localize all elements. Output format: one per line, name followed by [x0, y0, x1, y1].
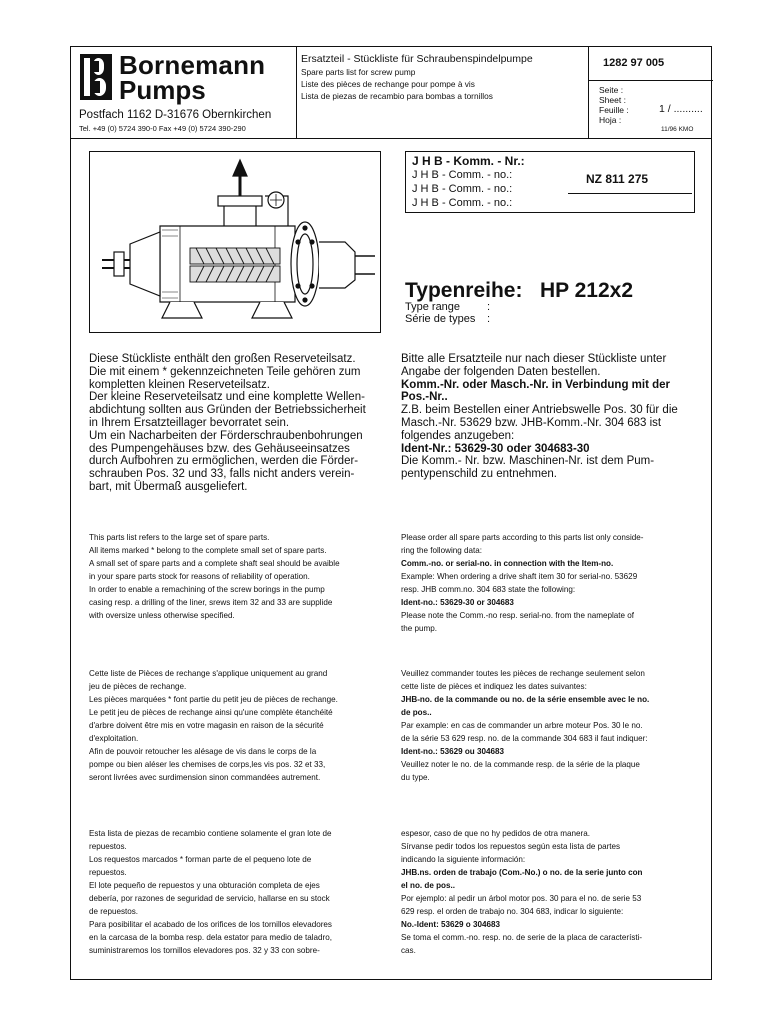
para: Comm.-no. or serial-no. in connection with the Item-no.: [401, 559, 614, 568]
sheet-label: Sheet :: [599, 95, 626, 105]
bornemann-logo: [79, 53, 113, 101]
title-german: Ersatzteil - Stückliste für Schraubenspindelpumpe: [301, 53, 533, 65]
para: espesor, caso de que no hy pedidos de otra manera. Sírvanse pedir todos los repuestos según esta lista de partes indicando la siguiente información:: [401, 829, 621, 864]
para: Z.B. beim Bestellen einer Antriebswelle Pos. 30 für die Masch.-Nr. 53629 bzw. JHB-Komm.-Nr. 304 683 ist folgendes anzugeben:: [401, 404, 678, 442]
document-number-block: [589, 47, 713, 139]
commission-number: NZ 811 275: [586, 172, 649, 186]
document-number: 1282 97 005: [589, 47, 713, 81]
para: Example: When ordering a drive shaft item 30 for serial-no. 53629 resp. JHB comm.no. 304 683 state the following:: [401, 572, 638, 594]
title-english: Spare parts list for screw pump: [301, 67, 416, 77]
french-text-left: Cette liste de Pièces de rechange s'applique uniquement au grand jeu de pièces de rechange. Les pièces marquées * font partie du petit jeu de pièces de rechange. Le petit jeu de pièces de rechange ainsi qu'une complète étanchéité d'arbre doivent être mis en votre magasin en raison de la sécurité d'exploitation. Afin de pouvoir retoucher les alésage de vis dans le corps de la pompe ou bien aléser les chemises de corps,les vis pos. 32 et 33, seront livrées avec surdimension sinon commandées autrement.: [89, 669, 338, 782]
comm-label-de: J H B - Komm. - Nr.:: [412, 154, 525, 168]
para: Die Komm.- Nr. bzw. Maschinen-Nr. ist dem Pum- pentypenschild zu entnehmen.: [401, 455, 655, 481]
type-range-translations: [405, 301, 491, 325]
company-block: [71, 47, 297, 139]
company-phone: Tel. +49 (0) 5724 390-0 Fax +49 (0) 5724 390-290: [79, 124, 246, 133]
company-address: Postfach 1162 D-31676 Obernkirchen: [79, 109, 272, 121]
spanish-text-right: [401, 827, 706, 957]
german-text-right: [401, 353, 701, 481]
type-range-value: HP 212x2: [539, 279, 634, 302]
para: JHB-no. de la commande ou no. de la série ensemble avec le no. de pos..: [401, 695, 650, 717]
para: Komm.-Nr. oder Masch.-Nr. in Verbindung mit der Pos.-Nr..: [401, 378, 671, 404]
header: [71, 47, 711, 139]
pump-cutaway-illustration: [90, 152, 380, 332]
para: Se toma el comm.-no. resp. no. de serie de la placa de característi- cas.: [401, 933, 643, 955]
date-code: 11/96 KMO: [661, 126, 694, 133]
para: Please order all spare parts according to this parts list only conside- ring the following data:: [401, 533, 644, 555]
para: Ident-no.: 53629 ou 304683: [401, 747, 505, 756]
comm-label-en: J H B - Comm. - no.:: [412, 169, 513, 181]
pump-drawing: [89, 151, 381, 333]
sheet-labels: [599, 85, 629, 125]
underline-divider: [568, 193, 692, 194]
spanish-text-left: Esta lista de piezas de recambio contiene solamente el gran lote de repuestos. Los requestos marcados * forman parte de el pequeno lote de repuestos. El lote pequeño de repuestos y una obturación completa de ejes debería, por razones de seguridad de servicio, hallarse en su stock de repuestos. Para posibilitar el acabado de los orifices de los tornillos elevadores en la carcasa de la bomba resp. dela estator para medio de taladro, suministraremos los tornillos elevadores pos. 32 y 33 con sobre-: [89, 829, 332, 955]
type-range-en: Type range: [405, 301, 461, 313]
type-range-heading: [405, 279, 633, 303]
sheet-label: Feuille :: [599, 105, 629, 115]
comm-label-fr: J H B - Comm. - no.:: [412, 183, 513, 195]
title-block: [297, 47, 589, 139]
title-spanish: Lista de piezas de recambio para bombas a tornillos: [301, 91, 493, 101]
brand-name-line2: Pumps: [119, 75, 206, 105]
para: Ident-no.: 53629-30 or 304683: [401, 598, 514, 607]
commission-number-box: [405, 151, 695, 213]
para: No.-Ident: 53629 o 304683: [401, 920, 500, 929]
para: Ident-Nr.: 53629-30 oder 304683-30: [401, 442, 590, 455]
comm-label-es: J H B - Comm. - no.:: [412, 197, 513, 209]
sheet-number: 1 / ..........: [659, 103, 703, 115]
para: JHB.ns. orden de trabajo (Com.-No.) o no. de la serie junto con el no. de pos..: [401, 868, 643, 890]
para: Bitte alle Ersatzteile nur nach dieser Stückliste unter Angabe der folgenden Daten bestellen.: [401, 353, 667, 378]
english-text-left: This parts list refers to the large set of spare parts. All items marked * belong to the complete small set of spare parts. A small set of spare parts and a complete shaft seal should be avaible in your spare parts stock for reasons of reliability of operation. In order to enable a remachining of the screw borings in the pump casing resp. a drilling of the liner, srews item 32 and 33 are supplide with oversize unless otherwise specified.: [89, 533, 340, 620]
type-range-fr: Série de types: [405, 313, 476, 325]
para: Veuillez noter le no. de la commande resp. de la série de la plaque du type.: [401, 760, 640, 782]
para: Please note the Comm.-no resp. serial-no. from the nameplate of the pump.: [401, 611, 635, 633]
para: Por ejemplo: al pedir un árbol motor pos. 30 para el no. de serie 53 629 resp. el orden de trabajo no. 304 683, indicar lo siguiente:: [401, 894, 642, 916]
colon: :: [487, 301, 491, 313]
english-text-right: [401, 531, 706, 635]
colon: :: [487, 313, 491, 325]
sheet-label: Seite :: [599, 85, 624, 95]
sheet-label: Hoja :: [599, 115, 622, 125]
type-range-label: Typenreihe:: [405, 279, 523, 302]
german-text-left: Diese Stückliste enthält den großen Reserveteilsatz. Die mit einem * gekennzeichneten Teile gehören zum kompletten kleinen Reserveteilsatz. Der kleine Reserveteilsatz und eine komplette Wellen- abdichtung sollten aus Gründen der Betriebssicherheit in Ihrem Ersatzteillager bevorratet sein. Um ein Nacharbeiten der Förderschraubenbohrungen des Pumpengehäuses bzw. des Gehäuseeinsatzes durch Aufbohren zu ermöglichen, werden die Förder- schrauben Pos. 32 und 33, falls nicht anders verein- bart, mit Übermaß ausgeliefert.: [89, 353, 366, 493]
para: Par example: en cas de commander un arbre moteur Pos. 30 le no. de la série 53 629 resp. no. de la commande 304 683 il faut indiquer:: [401, 721, 648, 743]
brand-name-line1: Bornemann: [119, 50, 266, 80]
title-french: Liste des pièces de rechange pour pompe à vis: [301, 79, 475, 89]
para: Veuillez commander toutes les pièces de rechange seulement selon cette liste de pièces et indiquez les dates suivantes:: [401, 669, 645, 691]
document-page: [70, 46, 712, 980]
french-text-right: [401, 667, 706, 784]
